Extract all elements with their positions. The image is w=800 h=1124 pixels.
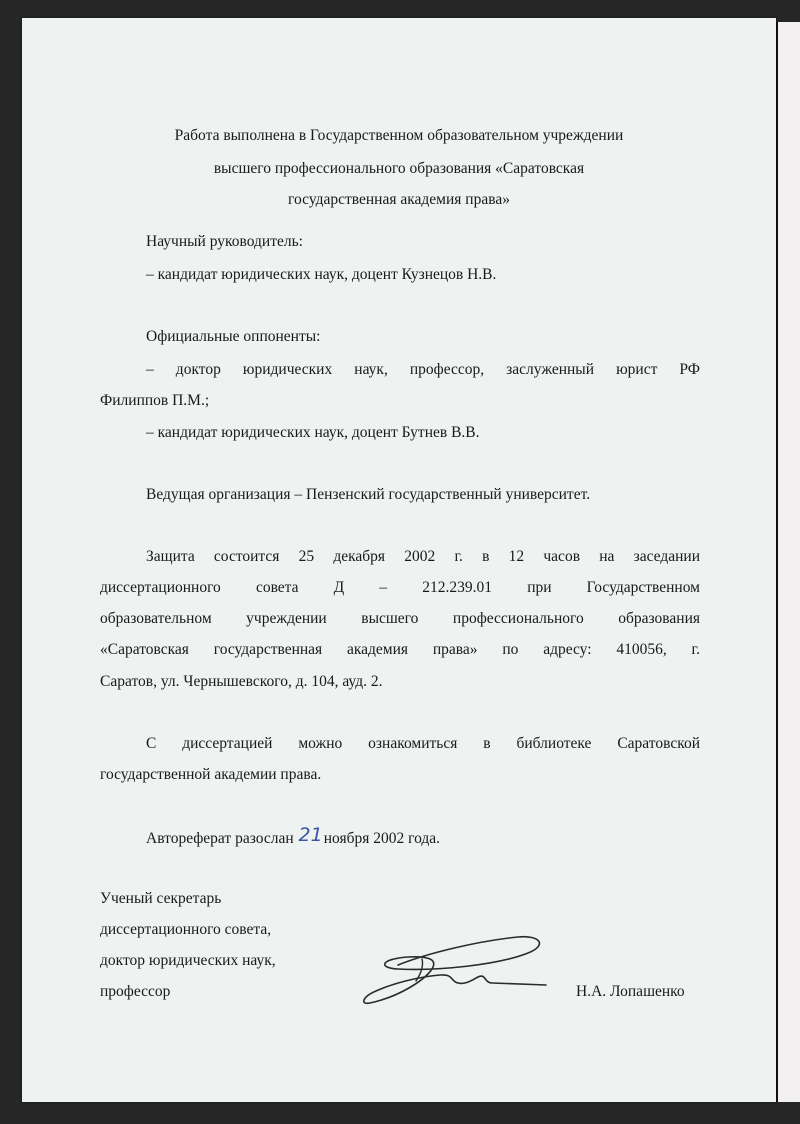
- defense-line-5: Саратов, ул. Чернышевского, д. 104, ауд. 2.: [100, 673, 383, 690]
- library-line-2: государственной академии права.: [100, 766, 322, 783]
- document-page: [22, 18, 776, 1102]
- signature-image: [358, 923, 548, 1013]
- leading-organization: Ведущая организация – Пензенский государственный университет.: [146, 486, 591, 503]
- supervisor-heading: Научный руководитель:: [146, 233, 303, 250]
- opponents-heading: Официальные оппоненты:: [146, 328, 321, 345]
- defense-line-2: диссертационного совета Д – 212.239.01 при Государственном: [100, 579, 700, 596]
- secretary-line-2: диссертационного совета,: [100, 921, 272, 938]
- header-line-2: высшего профессионального образования «Саратовская: [213, 160, 585, 177]
- defense-line-4: «Саратовская государственная академия права» по адресу: 410056, г.: [100, 641, 700, 658]
- sent-date-line: [146, 824, 441, 849]
- supervisor-line: – кандидат юридических наук, доцент Кузнецов Н.В.: [146, 266, 497, 283]
- secretary-line-4: профессор: [100, 983, 171, 1000]
- opponent-line-3: – кандидат юридических наук, доцент Бутнев В.В.: [146, 424, 480, 441]
- defense-line-3: образовательном учреждении высшего профессионального образования: [100, 610, 700, 627]
- sent-prefix: Автореферат разослан: [146, 830, 298, 847]
- handwritten-day: 21: [298, 824, 323, 846]
- secretary-name: Н.А. Лопашенко: [576, 983, 685, 1000]
- header-line-1: Работа выполнена в Государственном образовательном учреждении: [174, 127, 624, 144]
- opponent-line-1: – доктор юридических наук, профессор, заслуженный юрист РФ: [146, 361, 700, 378]
- secretary-line-3: доктор юридических наук,: [100, 952, 276, 969]
- sent-suffix: ноября 2002 года.: [323, 830, 441, 847]
- secretary-line-1: Ученый секретарь: [100, 890, 222, 907]
- defense-line-1: Защита состоится 25 декабря 2002 г. в 12 часов на заседании: [146, 548, 700, 565]
- adjacent-page-edge: [776, 22, 800, 1102]
- header-line-3: государственная академия права»: [288, 191, 510, 208]
- opponent-line-2: Филиппов П.М.;: [100, 392, 210, 409]
- library-line-1: С диссертацией можно ознакомиться в библиотеке Саратовской: [146, 735, 700, 752]
